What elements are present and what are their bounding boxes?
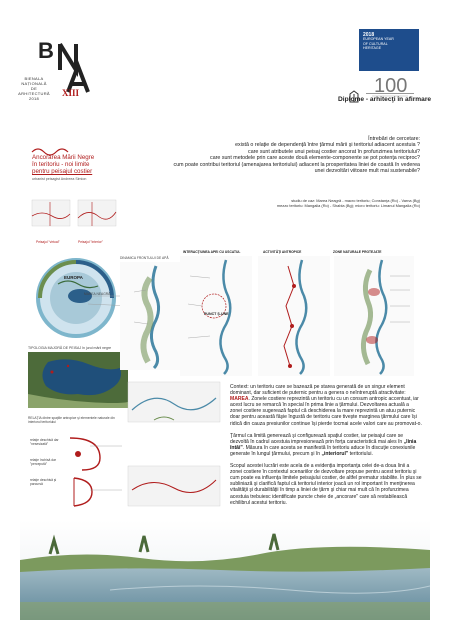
context-text: . Zonele costiere reprezintă un teritoriu cu un consum antropic accentuat, iar acest lucru se remarcă în special în prima linie a ţărmului. Dezvoltarea actuală a zonei costiere sugerează faptul că deschiderea la mare reprezintă un atuu puternic doar pentru această fâşie îngustă de teritoriu care tivește marginea ţărmului care își ridică din cauza presiunilor continue își pierde tocmai acele valori care au promovat-o. [230, 396, 422, 427]
svg-text:B: B [38, 38, 54, 63]
water-land-interaction-map [180, 256, 252, 376]
badge-line: OF CULTURAL [363, 41, 388, 46]
badge-line: HERITAGE [363, 46, 382, 51]
label-punct-sune: PUNCT Ş-UNE [204, 312, 229, 316]
project-title-line: în teritoriu - noi limite [32, 161, 90, 169]
project-title-line: Ancorarea Mării Negre [32, 154, 95, 161]
context-text: Ţărmul ca limită generează şi configurează spaţiul costier, iar peisajul care se dezvoltă în cadrul acestuia impresionează prin forţa caracteristică mai ales în [230, 432, 404, 445]
bna-logo-text [14, 76, 54, 101]
highlight-interiorul: „interiorul" [321, 450, 349, 457]
context-paragraph-1 [230, 384, 422, 427]
lake-panorama-image [20, 520, 430, 620]
coastline-dynamics-map [120, 262, 180, 370]
research-question: care sunt metodele prin care aceste două elemente-componente se pot potenţa reciproc? [210, 155, 420, 162]
research-heading: Întrebări de cercetare: [368, 136, 420, 142]
case-study-line: mezzo teritoriu: Mangalia (Ro) - Shabla (Bg); micro teritoriu: Limanul Mangalia (Ro) [276, 203, 420, 209]
badge-year: 2018 [363, 32, 375, 38]
diploma-title: Diplome - arhitecţi în afirmare [338, 96, 432, 103]
context-text-block [230, 384, 422, 512]
highlight-marea: MAREA [230, 396, 249, 403]
logo-text-line: BIENALA [24, 76, 44, 81]
logo-text-line: 2018 [28, 96, 40, 101]
site-sketches [124, 380, 224, 516]
label-peisaj-virtual: Peisajul "virtual" [36, 240, 60, 244]
protected-natural-zones-map [334, 256, 414, 376]
edition-number: XIII [62, 88, 80, 98]
logo-text-line: DE [30, 86, 38, 91]
label-relatia: RELAŢIA dintre spaţiile antropice şi elementele naturale din interiorul teritoriului [28, 416, 115, 425]
label-relatie-inchisa: relaţie închisă dar "percepută" [30, 458, 57, 466]
logo-text-line: ARHITECTURĂ [18, 91, 50, 96]
label-relatie-deschisa-mare: relaţie deschisă dar "nesesizată" [30, 438, 59, 446]
research-question: cum poate contribui teritoriul (amenajarea teritoriului) adiacent la prosperitatea liniei de coastă în vederea [173, 161, 420, 168]
european-heritage-badge [359, 29, 419, 71]
black-sea-typology-map [28, 352, 128, 408]
logo-text-line: NAȚIONALĂ [21, 81, 47, 86]
research-questions [112, 136, 420, 175]
label-europa: EUROPA [64, 275, 83, 280]
header-divider [366, 93, 414, 94]
context-paragraph-3 [230, 463, 422, 506]
map-title-col3: ACTIVITĂŢI ANTROPICE [263, 250, 302, 254]
label-relatie-deschisa-parcursa: relaţie deschisă şi parcursă [30, 478, 57, 486]
project-author: urbanist peisagist Andreea Simion [32, 176, 87, 181]
research-question: care sunt atributele unui peisaj costier ancorat în profunzimea teritoriului? [248, 148, 420, 155]
anthropic-activities-map [258, 256, 330, 376]
map-title-col1: DINAMICA FRONTULUI DE APĂ [120, 256, 169, 260]
context-text: teritoriului. [348, 450, 373, 457]
label-tipologia: TIPOLOGIA MAJORĂ DE PEISAJ în jurul mării negre [28, 346, 112, 350]
landscape-section-sketches [30, 196, 120, 240]
research-question: există o relaţie de dependenţă între ţărmul mării şi teritoriul adiacent acestuia ? [235, 142, 420, 149]
centenar-number: 100 [374, 75, 408, 97]
highlight-linia-intai: „linia întâi" [230, 438, 417, 451]
label-peisaj-interior: Peisajul "interior" [78, 240, 103, 244]
badge-line: EUROPEAN YEAR [363, 37, 394, 42]
context-text: Context: un teritoriu care se bazează pe starea generată de un singur element dominant, dar suficient de puternic pentru a genera o neîntreruptă atractivitate: [230, 384, 406, 397]
research-question: unei dezvoltări viitoare mult mai sustenabile? [314, 168, 420, 175]
label-marea-neagra: MAREA NEAGRĂ [84, 292, 111, 296]
map-title-col2: INTERACŢIUNEA APEI CU USCATUL [183, 250, 241, 254]
context-paragraph-2 [230, 433, 422, 457]
context-text: Scopul acestei lucrări este acela de a evidenţia importanţa celei de-a doua linii a zonei costiere în contextul scenariilor de dezvoltare propuse pentru acest teritoriu şi cum poate ea influenţa limitele peisajului costier, de altfel prematur stabilite. În plus se subliniază şi clarifică faptul că teritoriul interior joacă un rol important în menţinerea vitalităţii şi durabilităţii în timp a liniei de ţărm şi chiar mai mult că în profunzimea acestuia trebuiesc identificate puncte cheie de „ancorare" care să restabilească echilibrul acestui teritoriu. [230, 463, 422, 506]
case-study-line: studiu de caz: Marea Neagră - macro teritoriu; Constanţa (Ro) - Varna (Bg) [291, 198, 420, 203]
map-title-col4: ZONE NATURALE PROTEJATE [333, 250, 382, 254]
project-title-line: pentru peisajul costier [32, 168, 93, 176]
context-text: . Măsura în care acesta se manifestă în teritoriu aduce în discuţie conexiunile generate în lungul ţărmului, precum şi în [230, 444, 416, 457]
case-study-text [112, 198, 420, 208]
